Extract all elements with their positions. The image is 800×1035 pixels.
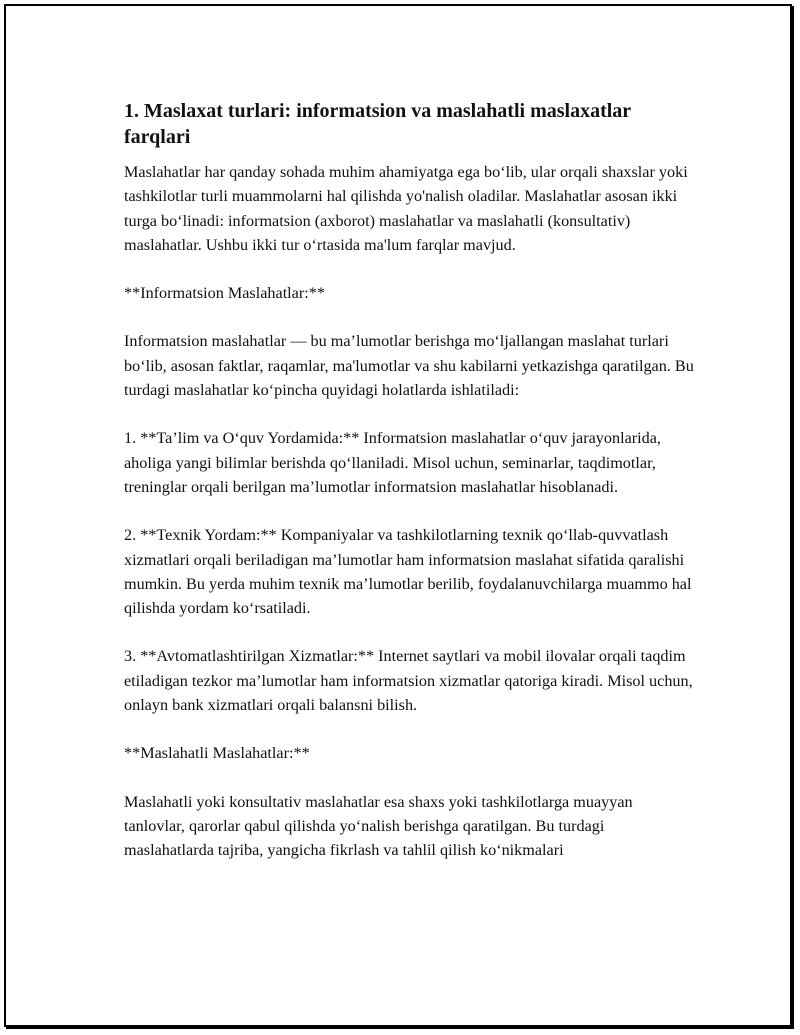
document-body (124, 98, 694, 887)
intro-paragraph: Maslahatlar har qanday sohada muhim ahamiyatga ega bo‘lib, ular orqali shaxslar yoki tashkilotlar turli muammolarni hal qilishda yo'nalish oladilar. Maslahatlar asosan ikki turga bo‘linadi: informatsion (axborot) maslahatlar va maslahatli (konsultativ) maslahatlar. Ushbu ikki tur o‘rtasida ma'lum farqlar mavjud. (124, 163, 688, 254)
list-item-2: 2. **Texnik Yordam:** Kompaniyalar va tashkilotlarning texnik qo‘llab-quvvatlash xizmatlari orqali beriladigan ma’lumotlar ham informatsion maslahat sifatida qaralishi mumkin. Bu yerda muhim texnik ma’lumotlar berilib, foydalanuvchilarga muammo hal qilishda yordam ko‘rsatiladi. (124, 526, 692, 618)
informatsion-subheading: **Informatsion Maslahatlar:** (124, 284, 325, 303)
section-heading: 1. Maslaxat turlari: informatsion va maslahatli maslaxatlar farqlari (124, 100, 631, 148)
list-item-3: 3. **Avtomatlashtirilgan Xizmatlar:** Internet saytlari va mobil ilovalar orqali taqdim etiladigan tezkor ma’lumotlar ham informatsion xizmatlar qatoriga kiradi. Misol uchun, onlayn bank xizmatlari orqali balansni bilish. (124, 647, 693, 715)
informatsion-paragraph: Informatsion maslahatlar — bu ma’lumotlar berishga mo‘ljallangan maslahat turlari bo‘lib, asosan faktlar, raqamlar, ma'lumotlar va shu kabilarni yetkazishga qaratilgan. Bu turdagi maslahatlar ko‘pincha quyidagi holatlarda ishlatiladi: (124, 332, 694, 400)
list-item-1: 1. **Ta’lim va O‘quv Yordamida:** Informatsion maslahatlar o‘quv jarayonlarida, aholiga yangi bilimlar berishda qo‘llaniladi. Misol uchun, seminarlar, taqdimotlar, treninglar orqali berilgan ma’lumotlar informatsion maslahatlar hisoblanadi. (124, 429, 661, 496)
maslahatli-paragraph: Maslahatli yoki konsultativ maslahatlar esa shaxs yoki tashkilotlarga muayyan tanlovlar, qarorlar qabul qilishda yo‘nalish berishga qaratilgan. Bu turdagi maslahatlarda tajriba, yangicha fikrlash va tahlil qilish ko‘nikmalari (124, 792, 633, 860)
maslahatli-subheading: **Maslahatli Maslahatlar:** (124, 744, 310, 763)
document-page (4, 4, 792, 1027)
